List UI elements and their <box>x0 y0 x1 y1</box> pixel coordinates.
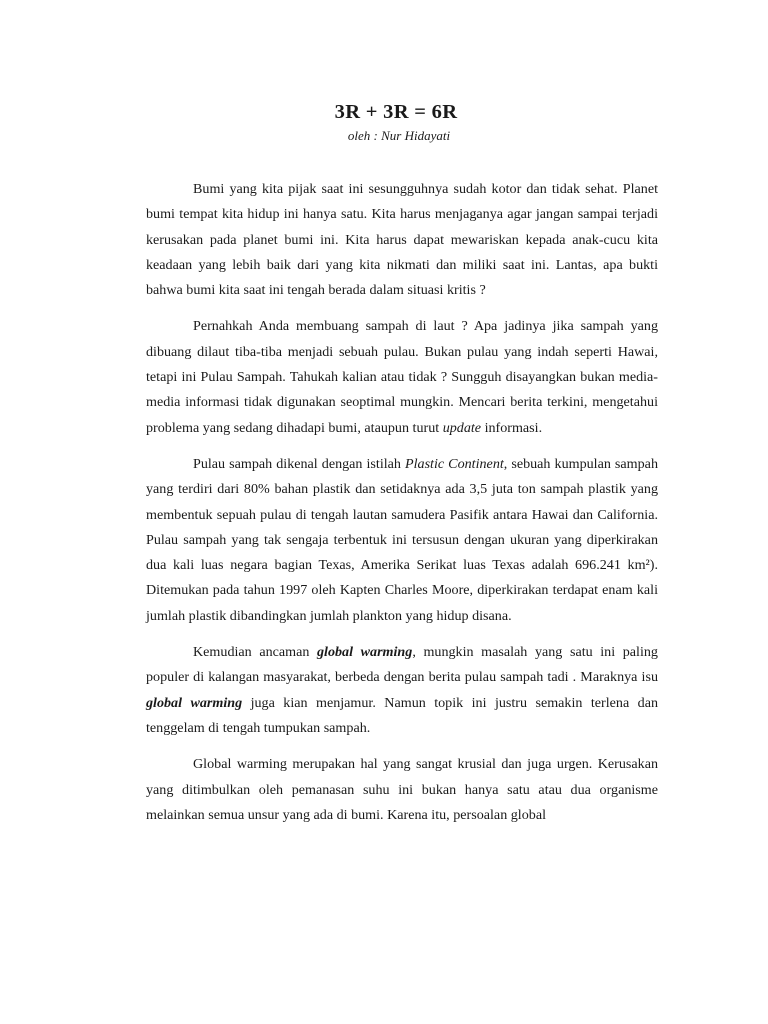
paragraph-3-lead: Pulau sampah dikenal dengan istilah <box>193 455 405 472</box>
paragraph-4 <box>146 640 658 741</box>
paragraph-2-tail: informasi. <box>481 419 543 436</box>
document-body <box>146 177 658 839</box>
paragraph-2-text: Pernahkah Anda membuang sampah di laut ? Apa jadinya jika sampah yang dibuang dilaut tiba-tiba menjadi sebuah pulau. Bukan pulau yang indah seperti Hawai, tetapi ini Pulau Sampah. Tahukah kalian atau tidak ? Sungguh disayangkan bukan media-media informasi tidak digunakan seoptimal mungkin. Mencari berita terkini, mengetahui problema yang sedang dihadapi bumi, ataupun turut <box>146 318 658 436</box>
paragraph-4-tail: juga kian menjamur. Namun topik ini justru semakin terlena dan tenggelam di tengah tumpukan sampah. <box>146 694 658 736</box>
paragraph-3-text: , sebuah kumpulan sampah yang terdiri dari 80% bahan plastik dan setidaknya ada 3,5 juta ton sampah plastik yang membentuk sepuah pulau di tengah lautan samudera Pasifik antara Hawai dan California. Pulau sampah yang tak sengaja terbentuk ini tersusun dengan ukuran yang diperkirakan dua kali luas negara bagian Texas, Amerika Serikat luas Texas adalah 696.241 km²). Ditemukan pada tahun 1997 oleh Kapten Charles Moore, diperkirakan terdapat enam kali jumlah plastik dibandingkan jumlah plankton yang hidup disana. <box>146 455 658 624</box>
paragraph-2 <box>146 314 658 440</box>
bold-term-global-warming-2: global warming <box>146 694 243 711</box>
paragraph-3 <box>146 452 658 629</box>
paragraph-1-text: Bumi yang kita pijak saat ini sesungguhnya sudah kotor dan tidak sehat. Planet bumi tempat kita hidup ini hanya satu. Kita harus menjaganya agar jangan sampai terjadi kerusakan pada planet bumi ini. Kita harus dapat mewariskan kepada anak-cucu kita keadaan yang lebih baik dari yang kita nikmati dan miliki saat ini. Lantas, apa bukti bahwa bumi kita saat ini tengah berada dalam situasi kritis ? <box>146 181 658 299</box>
paragraph-1 <box>146 177 658 303</box>
paragraph-4-lead: Kemudian ancaman <box>193 644 317 661</box>
paragraph-5-text: Global warming merupakan hal yang sangat krusial dan juga urgen. Kerusakan yang ditimbulkan oleh pemanasan suhu ini bukan hanya satu atau dua organisme melainkan semua unsur yang ada di bumi. Karena itu, persoalan global <box>146 756 658 823</box>
italic-term-update: update <box>442 419 482 436</box>
italic-term-plastic-continent: Plastic Continent <box>405 455 504 472</box>
bold-term-global-warming-1: global warming <box>317 644 413 661</box>
paragraph-5 <box>146 752 658 828</box>
document-title: 3R + 3R = 6R <box>334 101 458 123</box>
paragraph-4-middle: , mungkin masalah yang satu ini paling populer di kalangan masyarakat, berbeda dengan berita pulau sampah tadi . Maraknya isu <box>146 644 658 686</box>
author-byline: oleh : Nur Hidayati <box>347 128 451 143</box>
